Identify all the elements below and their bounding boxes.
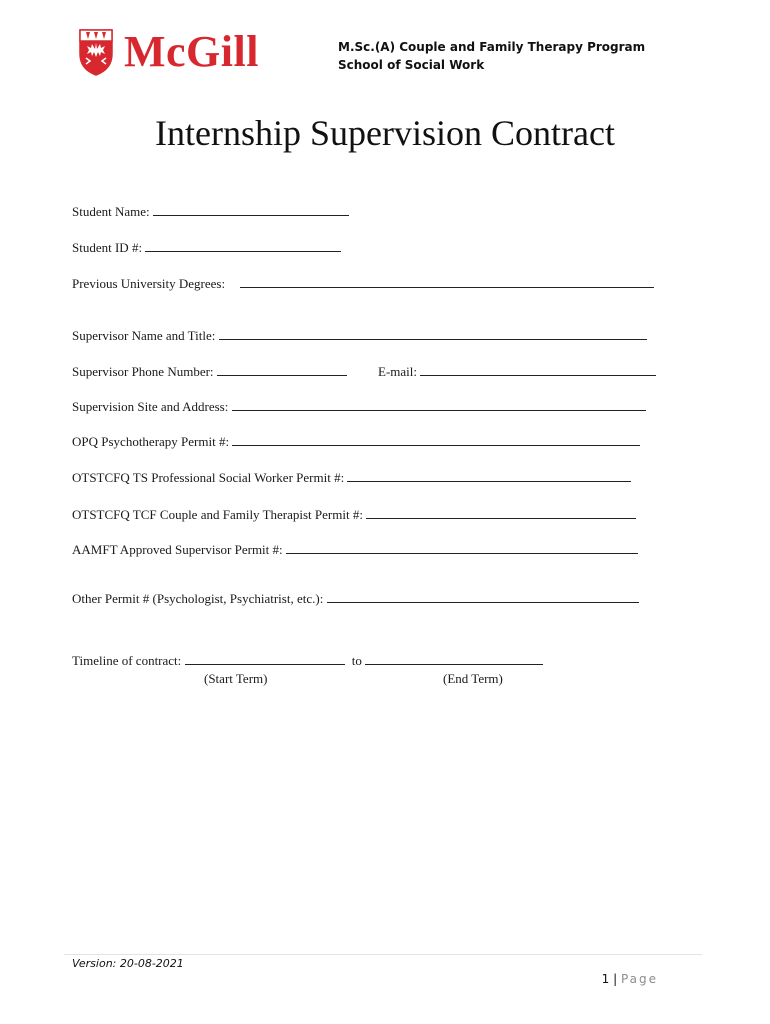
student-id-blank[interactable]: [145, 240, 341, 252]
otstcfq-ts-row: [72, 470, 631, 486]
student-id-label: Student ID #:: [72, 240, 143, 255]
email-blank[interactable]: [420, 364, 656, 376]
page-number: [602, 972, 658, 986]
previous-degrees-blank[interactable]: [240, 276, 654, 288]
supervisor-name-blank[interactable]: [219, 328, 647, 340]
footer-divider: [64, 954, 702, 955]
aamft-label: AAMFT Approved Supervisor Permit #:: [72, 542, 283, 557]
previous-degrees-label: Previous University Degrees:: [72, 276, 226, 291]
page-label: Page: [620, 972, 658, 986]
version-text: Version: 20-08-2021: [72, 957, 184, 970]
aamft-blank[interactable]: [286, 542, 638, 554]
email-label: E-mail:: [378, 364, 417, 379]
student-id-row: [72, 240, 341, 256]
otstcfq-ts-label: OTSTCFQ TS Professional Social Worker Permit #:: [72, 470, 345, 485]
previous-degrees-row: [72, 276, 654, 292]
supervisor-phone-row: [72, 364, 347, 380]
supervision-site-label: Supervision Site and Address:: [72, 399, 229, 414]
aamft-row: [72, 542, 638, 558]
supervision-site-blank[interactable]: [232, 399, 646, 411]
school-line: School of Social Work: [338, 58, 485, 72]
otstcfq-tcf-row: [72, 507, 636, 523]
student-name-row: [72, 204, 349, 220]
supervisor-name-label: Supervisor Name and Title:: [72, 328, 216, 343]
otstcfq-tcf-blank[interactable]: [366, 507, 636, 519]
supervisor-phone-blank[interactable]: [217, 364, 347, 376]
other-permit-blank[interactable]: [327, 591, 639, 603]
supervision-site-row: [72, 399, 646, 415]
start-term-blank[interactable]: [185, 653, 345, 665]
end-term-label: (End Term): [443, 671, 503, 686]
otstcfq-ts-blank[interactable]: [347, 470, 631, 482]
mcgill-crest-icon: [78, 28, 114, 76]
header-program-info: [338, 38, 645, 74]
other-permit-label: Other Permit # (Psychologist, Psychiatrist, etc.):: [72, 591, 324, 606]
mcgill-logo: [78, 28, 259, 76]
otstcfq-tcf-label: OTSTCFQ TCF Couple and Family Therapist Permit #:: [72, 507, 363, 522]
start-term-label: (Start Term): [204, 671, 268, 686]
student-name-blank[interactable]: [153, 204, 349, 216]
timeline-row: [72, 653, 543, 669]
end-term-blank[interactable]: [365, 653, 543, 665]
supervisor-name-row: [72, 328, 647, 344]
student-name-label: Student Name:: [72, 204, 150, 219]
supervisor-phone-label: Supervisor Phone Number:: [72, 364, 214, 379]
page-number-value: 1: [601, 972, 610, 986]
page-title: Internship Supervision Contract: [155, 113, 615, 153]
page-number-separator: |: [613, 972, 618, 986]
opq-permit-row: [72, 434, 640, 450]
program-line: M.Sc.(A) Couple and Family Therapy Program: [338, 40, 646, 54]
other-permit-row: [72, 591, 639, 607]
timeline-to-label: to: [351, 653, 362, 668]
opq-permit-label: OPQ Psychotherapy Permit #:: [72, 434, 230, 449]
logo-wordmark: McGill: [124, 27, 259, 76]
opq-permit-blank[interactable]: [232, 434, 640, 446]
timeline-label: Timeline of contract:: [72, 653, 182, 668]
email-row: [378, 364, 656, 380]
